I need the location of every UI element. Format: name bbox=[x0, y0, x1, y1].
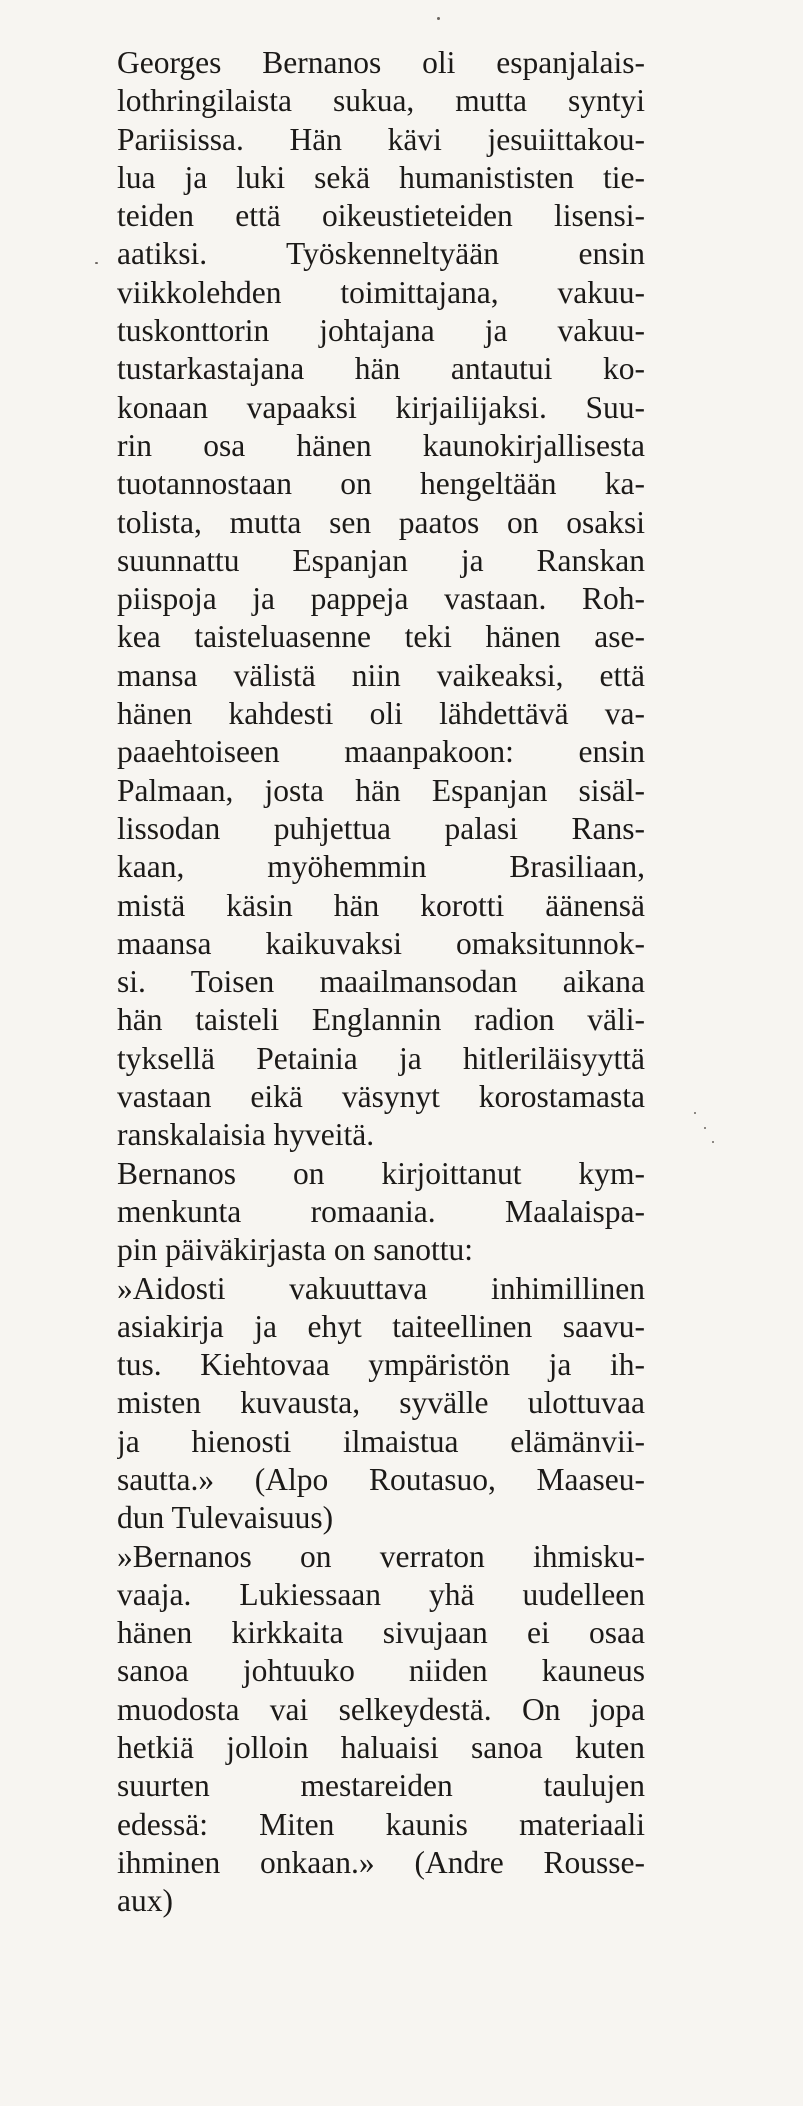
text-line: si. Toisen maailmansodan aikana bbox=[117, 964, 645, 1000]
text-line: tustarkastajana hän antautui ko- bbox=[117, 351, 645, 387]
text-line: lothringilaista sukua, mutta syntyi bbox=[117, 83, 645, 119]
text-line: kea taisteluasenne teki hänen ase- bbox=[117, 619, 645, 655]
text-line: »Bernanos on verraton ihmisku- bbox=[117, 1538, 645, 1574]
text-line: menkunta romaania. Maalaispa- bbox=[117, 1193, 645, 1229]
text-line: ranskalaisia hyveitä. bbox=[117, 1117, 375, 1153]
text-line: ja hienosti ilmaistua elämänvii- bbox=[117, 1423, 645, 1459]
text-line: teiden että oikeustieteiden lisensi- bbox=[117, 198, 645, 234]
text-line: Pariisissa. Hän kävi jesuiittakou- bbox=[117, 121, 645, 157]
text-line: konaan vapaaksi kirjailijaksi. Suu- bbox=[117, 389, 645, 425]
text-line: hänen kahdesti oli lähdettävä va- bbox=[117, 696, 645, 732]
text-line: paaehtoiseen maanpakoon: ensin bbox=[117, 734, 645, 770]
print-speck bbox=[712, 1141, 714, 1143]
text-line: Georges Bernanos oli espanjalais- bbox=[117, 45, 645, 80]
text-line: tuskonttorin johtajana ja vakuu- bbox=[117, 313, 645, 349]
text-line: piispoja ja pappeja vastaan. Roh- bbox=[117, 581, 645, 617]
text-line: mistä käsin hän korotti äänensä bbox=[117, 887, 645, 923]
text-line: ihminen onkaan.» (Andre Rousse- bbox=[117, 1844, 645, 1880]
text-line: pin päiväkirjasta on sanottu: bbox=[117, 1232, 474, 1268]
text-line: »Aidosti vakuuttava inhimillinen bbox=[117, 1270, 645, 1306]
text-line: tus. Kiehtovaa ympäristön ja ih- bbox=[117, 1347, 645, 1383]
text-line: asiakirja ja ehyt taiteellinen saavu- bbox=[117, 1308, 645, 1344]
text-line: sautta.» (Alpo Routasuo, Maaseu- bbox=[117, 1461, 645, 1497]
text-line: hetkiä jolloin haluaisi sanoa kuten bbox=[117, 1730, 645, 1766]
text-line: edessä: Miten kaunis materiaali bbox=[117, 1806, 645, 1842]
print-speck bbox=[95, 262, 98, 264]
text-line: Bernanos on kirjoittanut kym- bbox=[117, 1155, 645, 1191]
text-line: mansa välistä niin vaikeaksi, että bbox=[117, 657, 645, 693]
text-line: dun Tulevaisuus) bbox=[117, 1500, 334, 1536]
text-line: misten kuvausta, syvälle ulottuvaa bbox=[117, 1385, 645, 1421]
text-line: Palmaan, josta hän Espanjan sisäl- bbox=[117, 772, 645, 808]
print-speck bbox=[704, 1127, 706, 1129]
text-line: aatiksi. Työskenneltyään ensin bbox=[117, 236, 645, 272]
text-line: tuotannostaan on hengeltään ka- bbox=[117, 466, 645, 502]
text-line: kaan, myöhemmin Brasiliaan, bbox=[117, 849, 645, 885]
text-line: lua ja luki sekä humanististen tie- bbox=[117, 159, 645, 195]
text-line: lissodan puhjettua palasi Rans- bbox=[117, 810, 645, 846]
text-line: maansa kaikuvaksi omaksitunnok- bbox=[117, 925, 645, 961]
text-line: suunnattu Espanjan ja Ranskan bbox=[117, 542, 645, 578]
text-line: muodosta vai selkeydestä. On jopa bbox=[117, 1691, 645, 1727]
text-line: rin osa hänen kaunokirjallisesta bbox=[117, 427, 645, 463]
text-line: sanoa johtuuko niiden kauneus bbox=[117, 1653, 645, 1689]
text-line: viikkolehden toimittajana, vakuu- bbox=[117, 274, 645, 310]
text-line: hänen kirkkaita sivujaan ei osaa bbox=[117, 1615, 645, 1651]
text-line: suurten mestareiden taulujen bbox=[117, 1768, 645, 1804]
text-line: vaaja. Lukiessaan yhä uudelleen bbox=[117, 1576, 645, 1612]
print-speck bbox=[437, 17, 440, 20]
text-line: hän taisteli Englannin radion väli- bbox=[117, 1002, 645, 1038]
text-line: tolista, mutta sen paatos on osaksi bbox=[117, 504, 645, 540]
text-line: vastaan eikä väsynyt korostamasta bbox=[117, 1079, 645, 1115]
text-line: aux) bbox=[117, 1883, 173, 1919]
text-line: tyksellä Petainia ja hitleriläisyyttä bbox=[117, 1040, 645, 1076]
print-speck bbox=[694, 1112, 696, 1114]
biography-text-block bbox=[117, 44, 645, 1921]
